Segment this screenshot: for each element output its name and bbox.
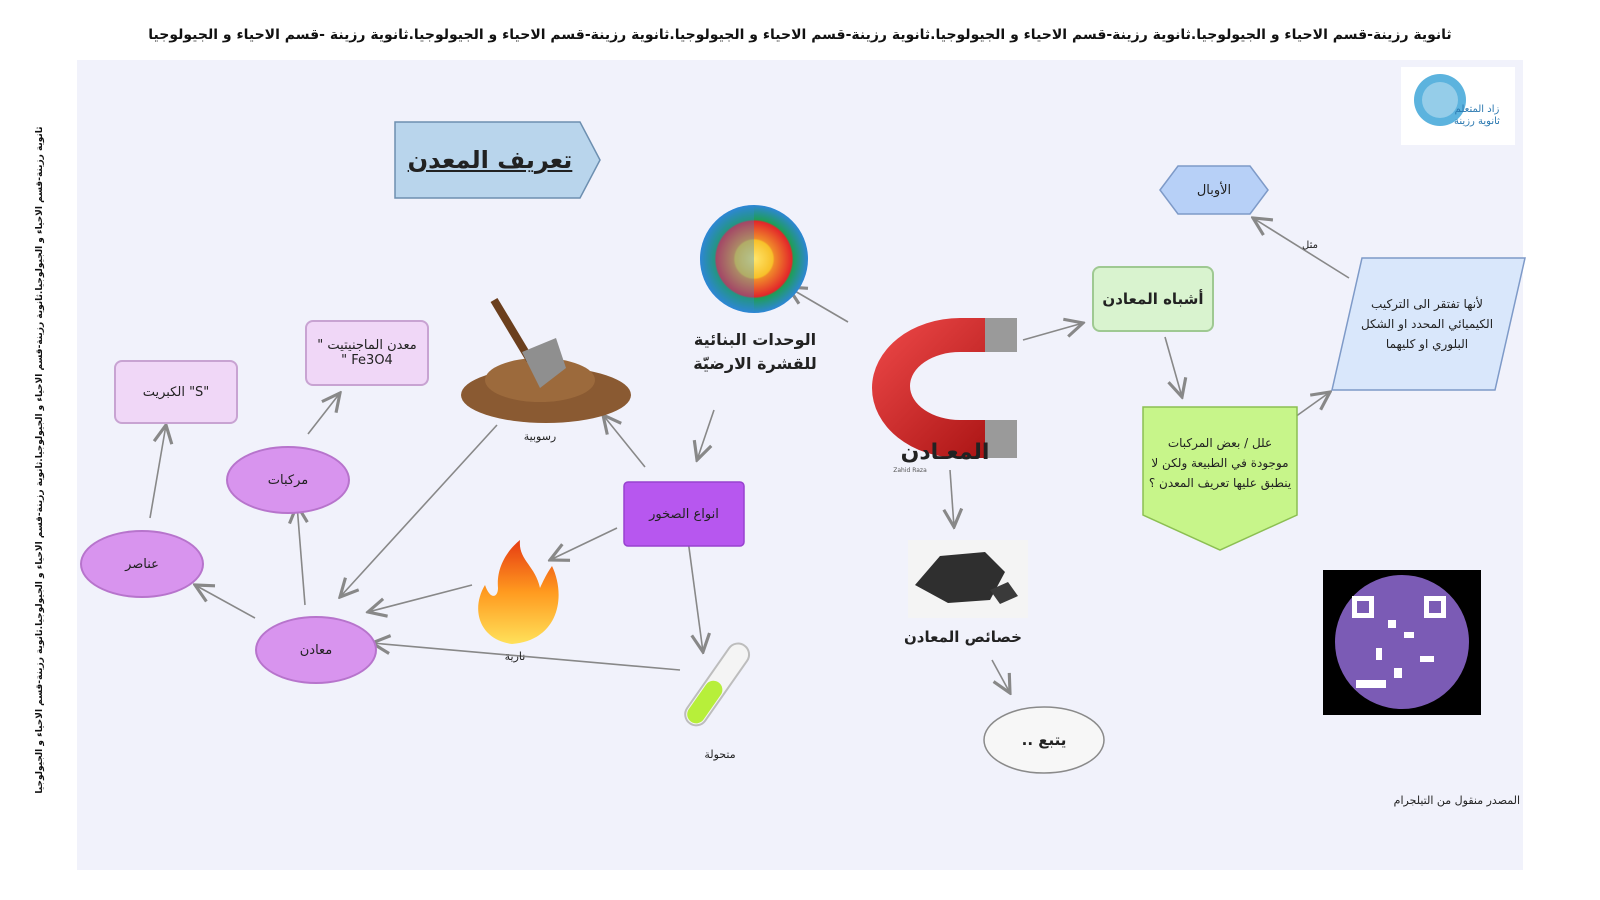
properties-label: خصائص المعادن [904,628,1022,646]
elements-node: عناصر [80,530,204,598]
rock-types-box: انواع الصخور [649,506,719,522]
arrow-rocks-to-metamorphic [688,540,703,652]
left-banner-text: ثانوية رزينة-قسم الاحياء و الجيولوجيا.ثانوية رزينة-قسم الاحياء و الجيولوجيا.ثانوية رزينة-قسم الاحياء و الجيولوجيا.ثانوية رزينة-قسم الاحياء و الجيولوجيا [35,126,45,794]
arrow-rocks-to-igneous [550,528,617,560]
qr-code-icon [1323,570,1481,715]
metamorphic-label: متحولة [704,748,736,761]
example-label: مثل [1302,240,1318,251]
test-tube-icon [681,639,754,729]
page-title: تعريف المعدن [407,146,573,174]
igneous-label: نارية [504,650,526,663]
arrow-minerals-to-compounds [297,505,305,605]
arrow-question-to-answer [1295,392,1330,417]
arrow-compounds-to-magnetite [308,393,340,434]
crust-layers-icon [700,205,808,313]
logo-text-line2: ثانوية رزينة [1454,116,1500,127]
center-minerals-label: المعـادن [900,440,990,465]
sedimentary-label: رسوبية [523,430,557,443]
arrow-igneous-to-minerals [368,585,472,612]
mineral-rock-icon [908,540,1028,618]
arrow-center-to-pseudo [1023,323,1083,340]
shovel-soil-icon [461,300,631,423]
top-banner: ثانوية رزينة-قسم الاحياء و الجيولوجيا.ثانوية رزينة-قسم الاحياء و الجيولوجيا.ثانوية رزينة-قسم الاحياء و الجيولوجيا.ثانوية رزينة-قسم الاحياء و الجيولوجيا.ثانوية رزينة -قسم الاحياء و الجيولوجيا [148,27,1452,43]
sulfur-box: الكبريت "S" [114,360,238,424]
arrow-elements-to-sulfur [150,425,166,518]
question-box: علل / بعض المركبات موجودة في الطبيعة ولكن لا ينطبق عليها تعريف المعدن ؟ [1148,436,1292,490]
logo-text [1442,104,1512,128]
arrow-rocks-to-sedimentary [603,415,645,467]
follow-node[interactable]: يتبع .. [1021,731,1067,749]
arrow-crust-to-rocks [697,410,714,460]
magnet-icon [872,318,1017,458]
crust-units-label: الوحدات البنائية للقشرة الارضيّة [693,330,817,373]
arrow-center-to-crust [788,287,848,322]
magnetite-box: معدن الماجنيتيت " Fe3O4 " [305,320,429,386]
arrow-center-to-properties [950,470,954,527]
pseudo-minerals-box: أشباه المعادن [1092,266,1214,332]
arrow-pseudo-to-question [1165,337,1182,397]
opal-node: الأوبال [1196,182,1232,198]
arrow-properties-to-follow [992,660,1010,693]
arrow-sedimentary-to-minerals [340,425,497,597]
logo-text-line1: زاد المتعلم [1454,104,1500,115]
arrow-minerals-to-elements [195,585,255,618]
minerals-node: معادن [255,616,377,684]
fire-icon [478,540,558,644]
answer-box: لأنها تفتقر الى التركيب الكيميائي المحدد او الشكل البلوري او كليهما [1360,297,1494,351]
center-caption: Zahid Raza [893,467,927,474]
compounds-node: مركبات [226,446,350,514]
source-note: المصدر منقول من التيلجرام [1393,794,1520,807]
